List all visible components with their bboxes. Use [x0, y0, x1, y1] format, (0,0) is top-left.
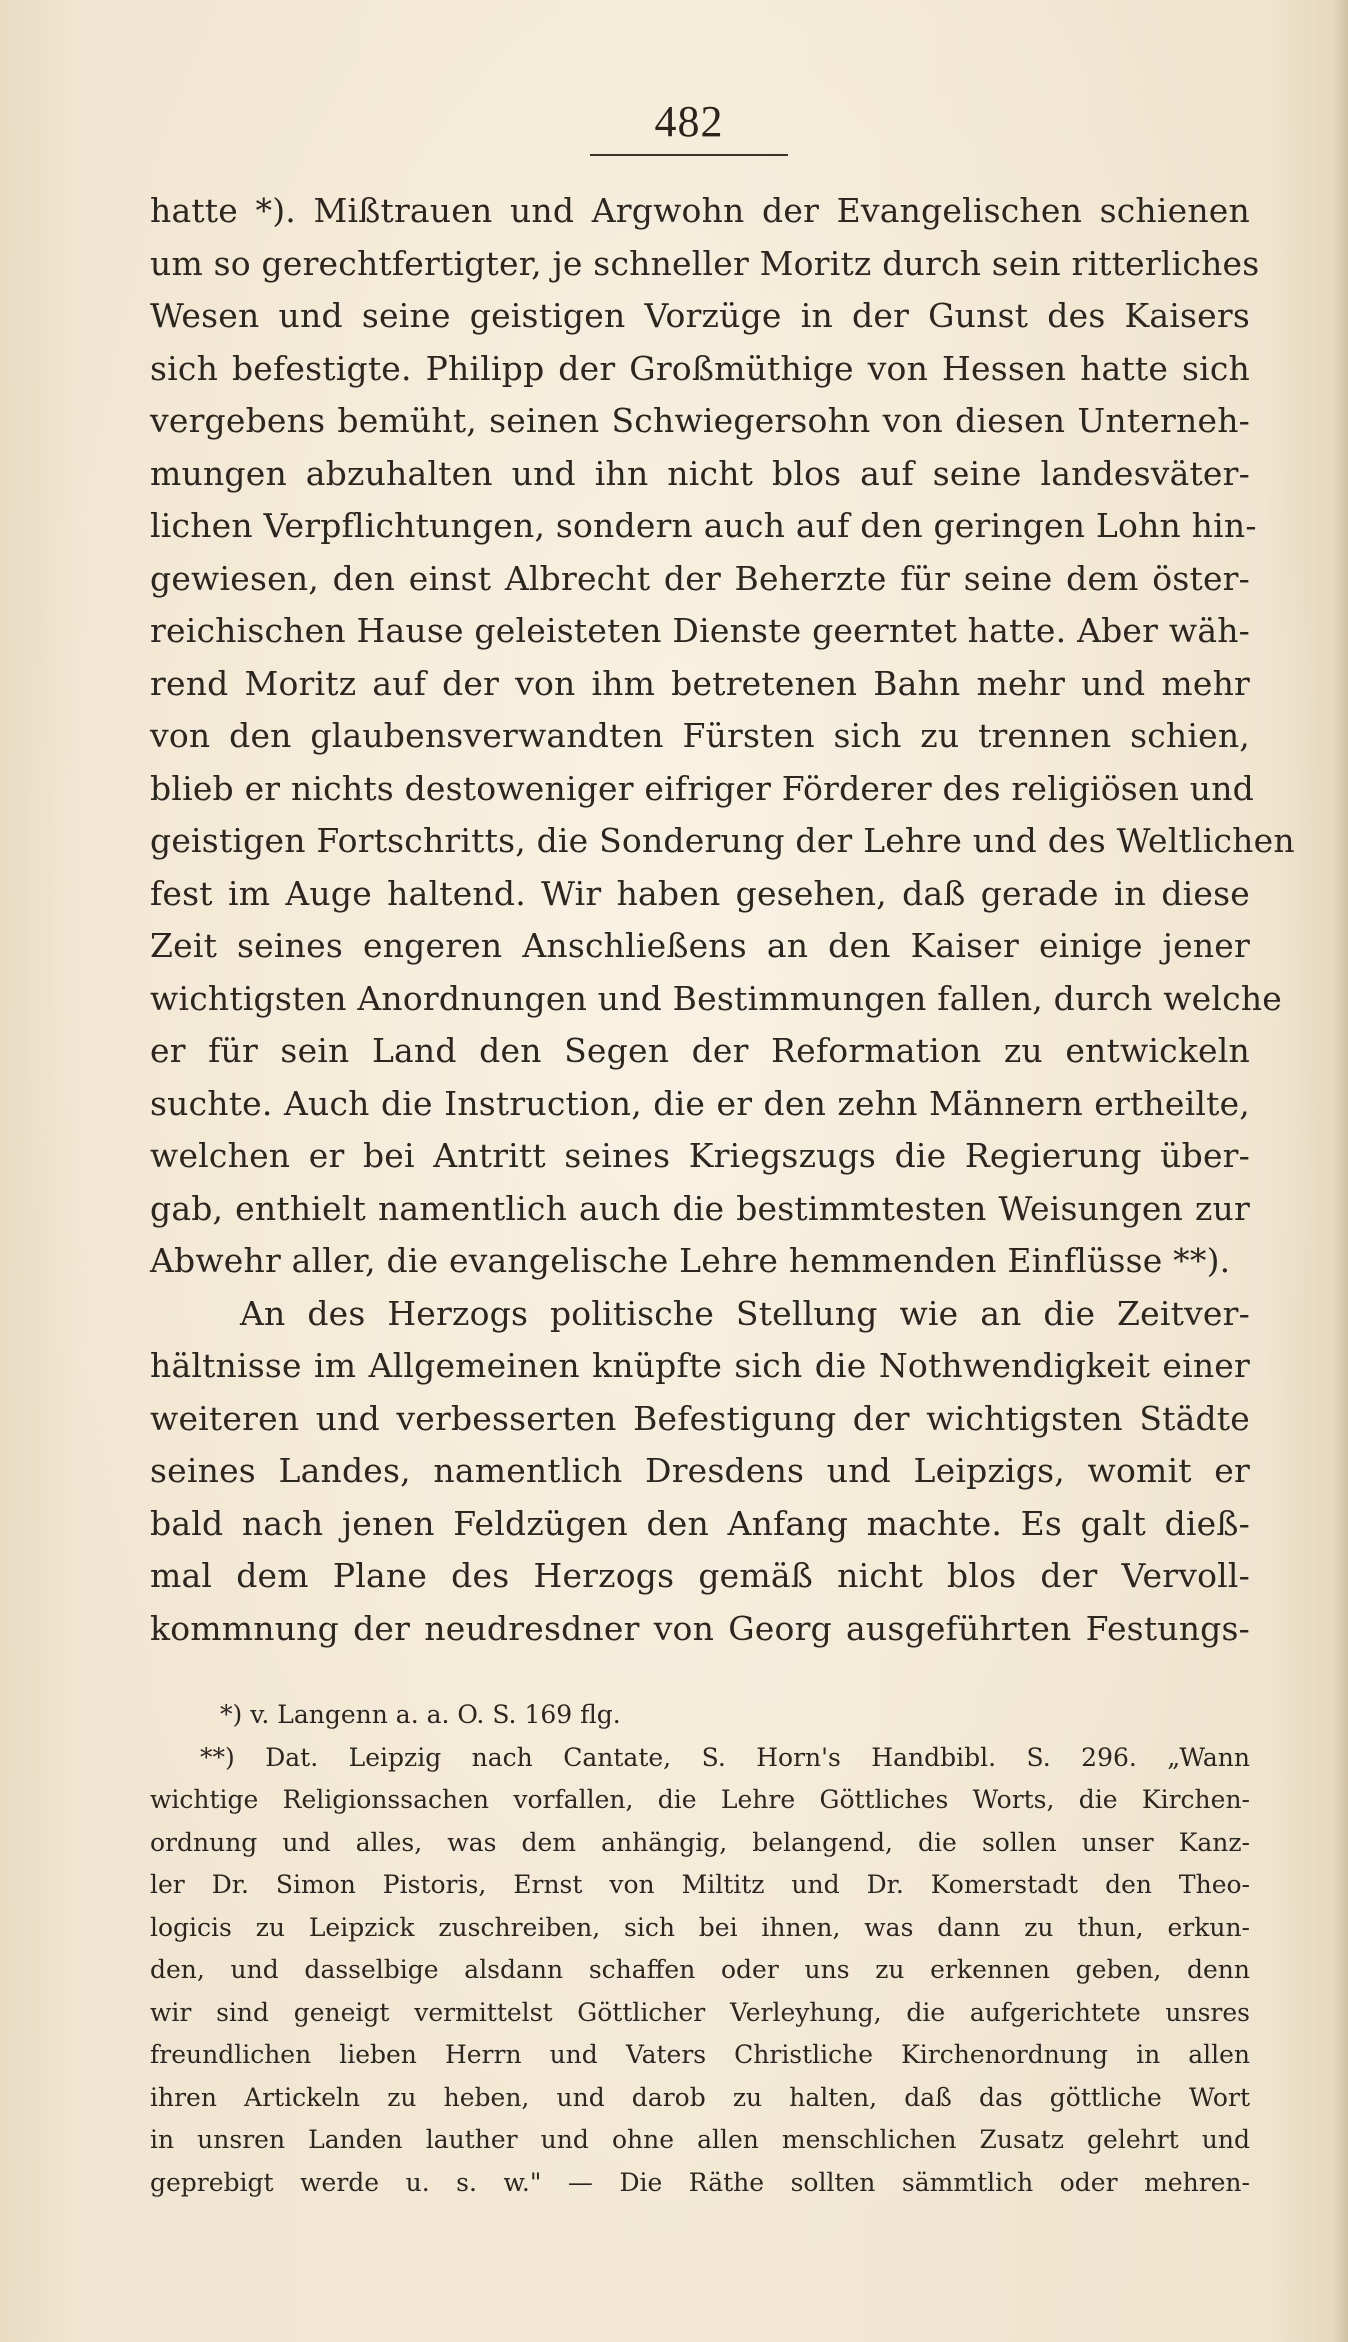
text-line: weiteren und verbesserten Befestigung der wichtigsten Städte — [150, 1398, 1250, 1438]
text-line: geistigen Fortschritts, die Sonderung der Lehre und des Weltlichen — [150, 821, 1295, 860]
text-line: gab, enthielt namentlich auch die bestimmtesten Weisungen zur — [150, 1188, 1250, 1228]
footnote-line: ihren Artickeln zu heben, und darob zu halten, daß das göttliche Wort — [150, 2082, 1250, 2112]
text-line: mal dem Plane des Herzogs gemäß nicht blos der Vervoll- — [150, 1556, 1250, 1595]
text-line: wichtigsten Anordnungen und Bestimmungen fallen, durch welche — [150, 978, 1283, 1018]
footnote-line: ordnung und alles, was dem anhängig, belangend, die sollen unser Kanz- — [150, 1827, 1250, 1857]
text-line: vergebens bemüht, seinen Schwiegersohn von diesen Unterneh- — [150, 401, 1250, 440]
text-line: welchen er bei Antritt seines Kriegszugs die Regierung über- — [150, 1136, 1250, 1175]
text-line: blieb er nichts destoweniger eifriger Förderer des religiösen und — [150, 768, 1254, 808]
text-line: hältnisse im Allgemeinen knüpfte sich die Nothwendigkeit einer — [150, 1346, 1250, 1385]
text-line: suchte. Auch die Instruction, die er den zehn Männern ertheilte, — [150, 1083, 1250, 1123]
text-line: reichischen Hause geleisteten Dienste geerntet hatte. Aber wäh- — [150, 611, 1250, 650]
footnote-line: freundlichen lieben Herrn und Vaters Christliche Kirchenordnung in allen — [150, 2040, 1250, 2069]
footnote-line: ler Dr. Simon Pistoris, Ernst von Miltitz und Dr. Komerstadt den Theo- — [150, 1870, 1250, 1899]
text-line: Wesen und seine geistigen Vorzüge in der Gunst des Kaisers — [150, 296, 1250, 335]
page-number: 482 — [654, 97, 724, 146]
footnote-line: in unsren Landen lauther und ohne allen menschlichen Zusatz gelehrt und — [150, 2125, 1250, 2154]
text-line-paragraph-start: An des Herzogs politische Stellung wie an die Zeitver- — [240, 1293, 1250, 1333]
text-line: rend Moritz auf der von ihm betretenen Bahn mehr und mehr — [150, 663, 1250, 703]
text-line: Zeit seines engeren Anschließens an den Kaiser einige jener — [150, 926, 1250, 965]
text-line: mungen abzuhalten und ihn nicht blos auf seine landesväter- — [150, 453, 1250, 493]
footnote-line: den, und dasselbige alsdann schaffen oder uns zu erkennen geben, denn — [150, 1955, 1250, 1984]
text-line: um so gerechtfertigter, je schneller Moritz durch sein ritterliches — [150, 243, 1260, 283]
text-line: kommnung der neudresdner von Georg ausgeführten Festungs- — [150, 1608, 1250, 1648]
page-edge-shadow — [1334, 0, 1348, 2342]
text-line: Abwehr aller, die evangelische Lehre hemmenden Einflüsse **). — [150, 1241, 1231, 1280]
footnotes — [150, 1694, 1250, 2204]
footnote-line: logicis zu Leipzick zuschreiben, sich bei ihnen, was dann zu thun, erkun- — [150, 1912, 1250, 1942]
footnote-line: wichtige Religionssachen vorfallen, die Lehre Göttliches Worts, die Kirchen- — [150, 1785, 1250, 1814]
text-line: seines Landes, namentlich Dresdens und Leipzigs, womit er — [150, 1451, 1250, 1490]
text-line: er für sein Land den Segen der Reformation zu entwickeln — [150, 1031, 1250, 1070]
main-text — [150, 185, 1295, 1655]
text-line: lichen Verpflichtungen, sondern auch auf den geringen Lohn hin- — [150, 506, 1257, 545]
header-rule — [590, 154, 788, 156]
text-line: gewiesen, den einst Albrecht der Beherzte für seine dem öster- — [150, 558, 1250, 598]
page-header — [590, 98, 788, 156]
text-line: von den glaubensverwandten Fürsten sich zu trennen schien, — [150, 716, 1250, 755]
text-line: sich befestigte. Philipp der Großmüthige von Hessen hatte sich — [150, 348, 1250, 388]
footnote-line: *) v. Langenn a. a. O. S. 169 flg. — [220, 1700, 621, 1729]
footnote-line: wir sind geneigt vermittelst Göttlicher Verleyhung, die aufgerichtete unsres — [150, 1997, 1250, 2027]
footnote-line: **) Dat. Leipzig nach Cantate, S. Horn's Handbibl. S. 296. „Wann — [200, 1742, 1250, 1772]
text-line: fest im Auge haltend. Wir haben gesehen, daß gerade in diese — [150, 873, 1250, 913]
text-line: bald nach jenen Feldzügen den Anfang machte. Es galt dieß- — [150, 1503, 1250, 1543]
footnote-line: geprebigt werde u. s. w." — Die Räthe sollten sämmtlich oder mehren- — [150, 2167, 1250, 2197]
text-line: hatte *). Mißtrauen und Argwohn der Evangelischen schienen — [150, 191, 1250, 230]
